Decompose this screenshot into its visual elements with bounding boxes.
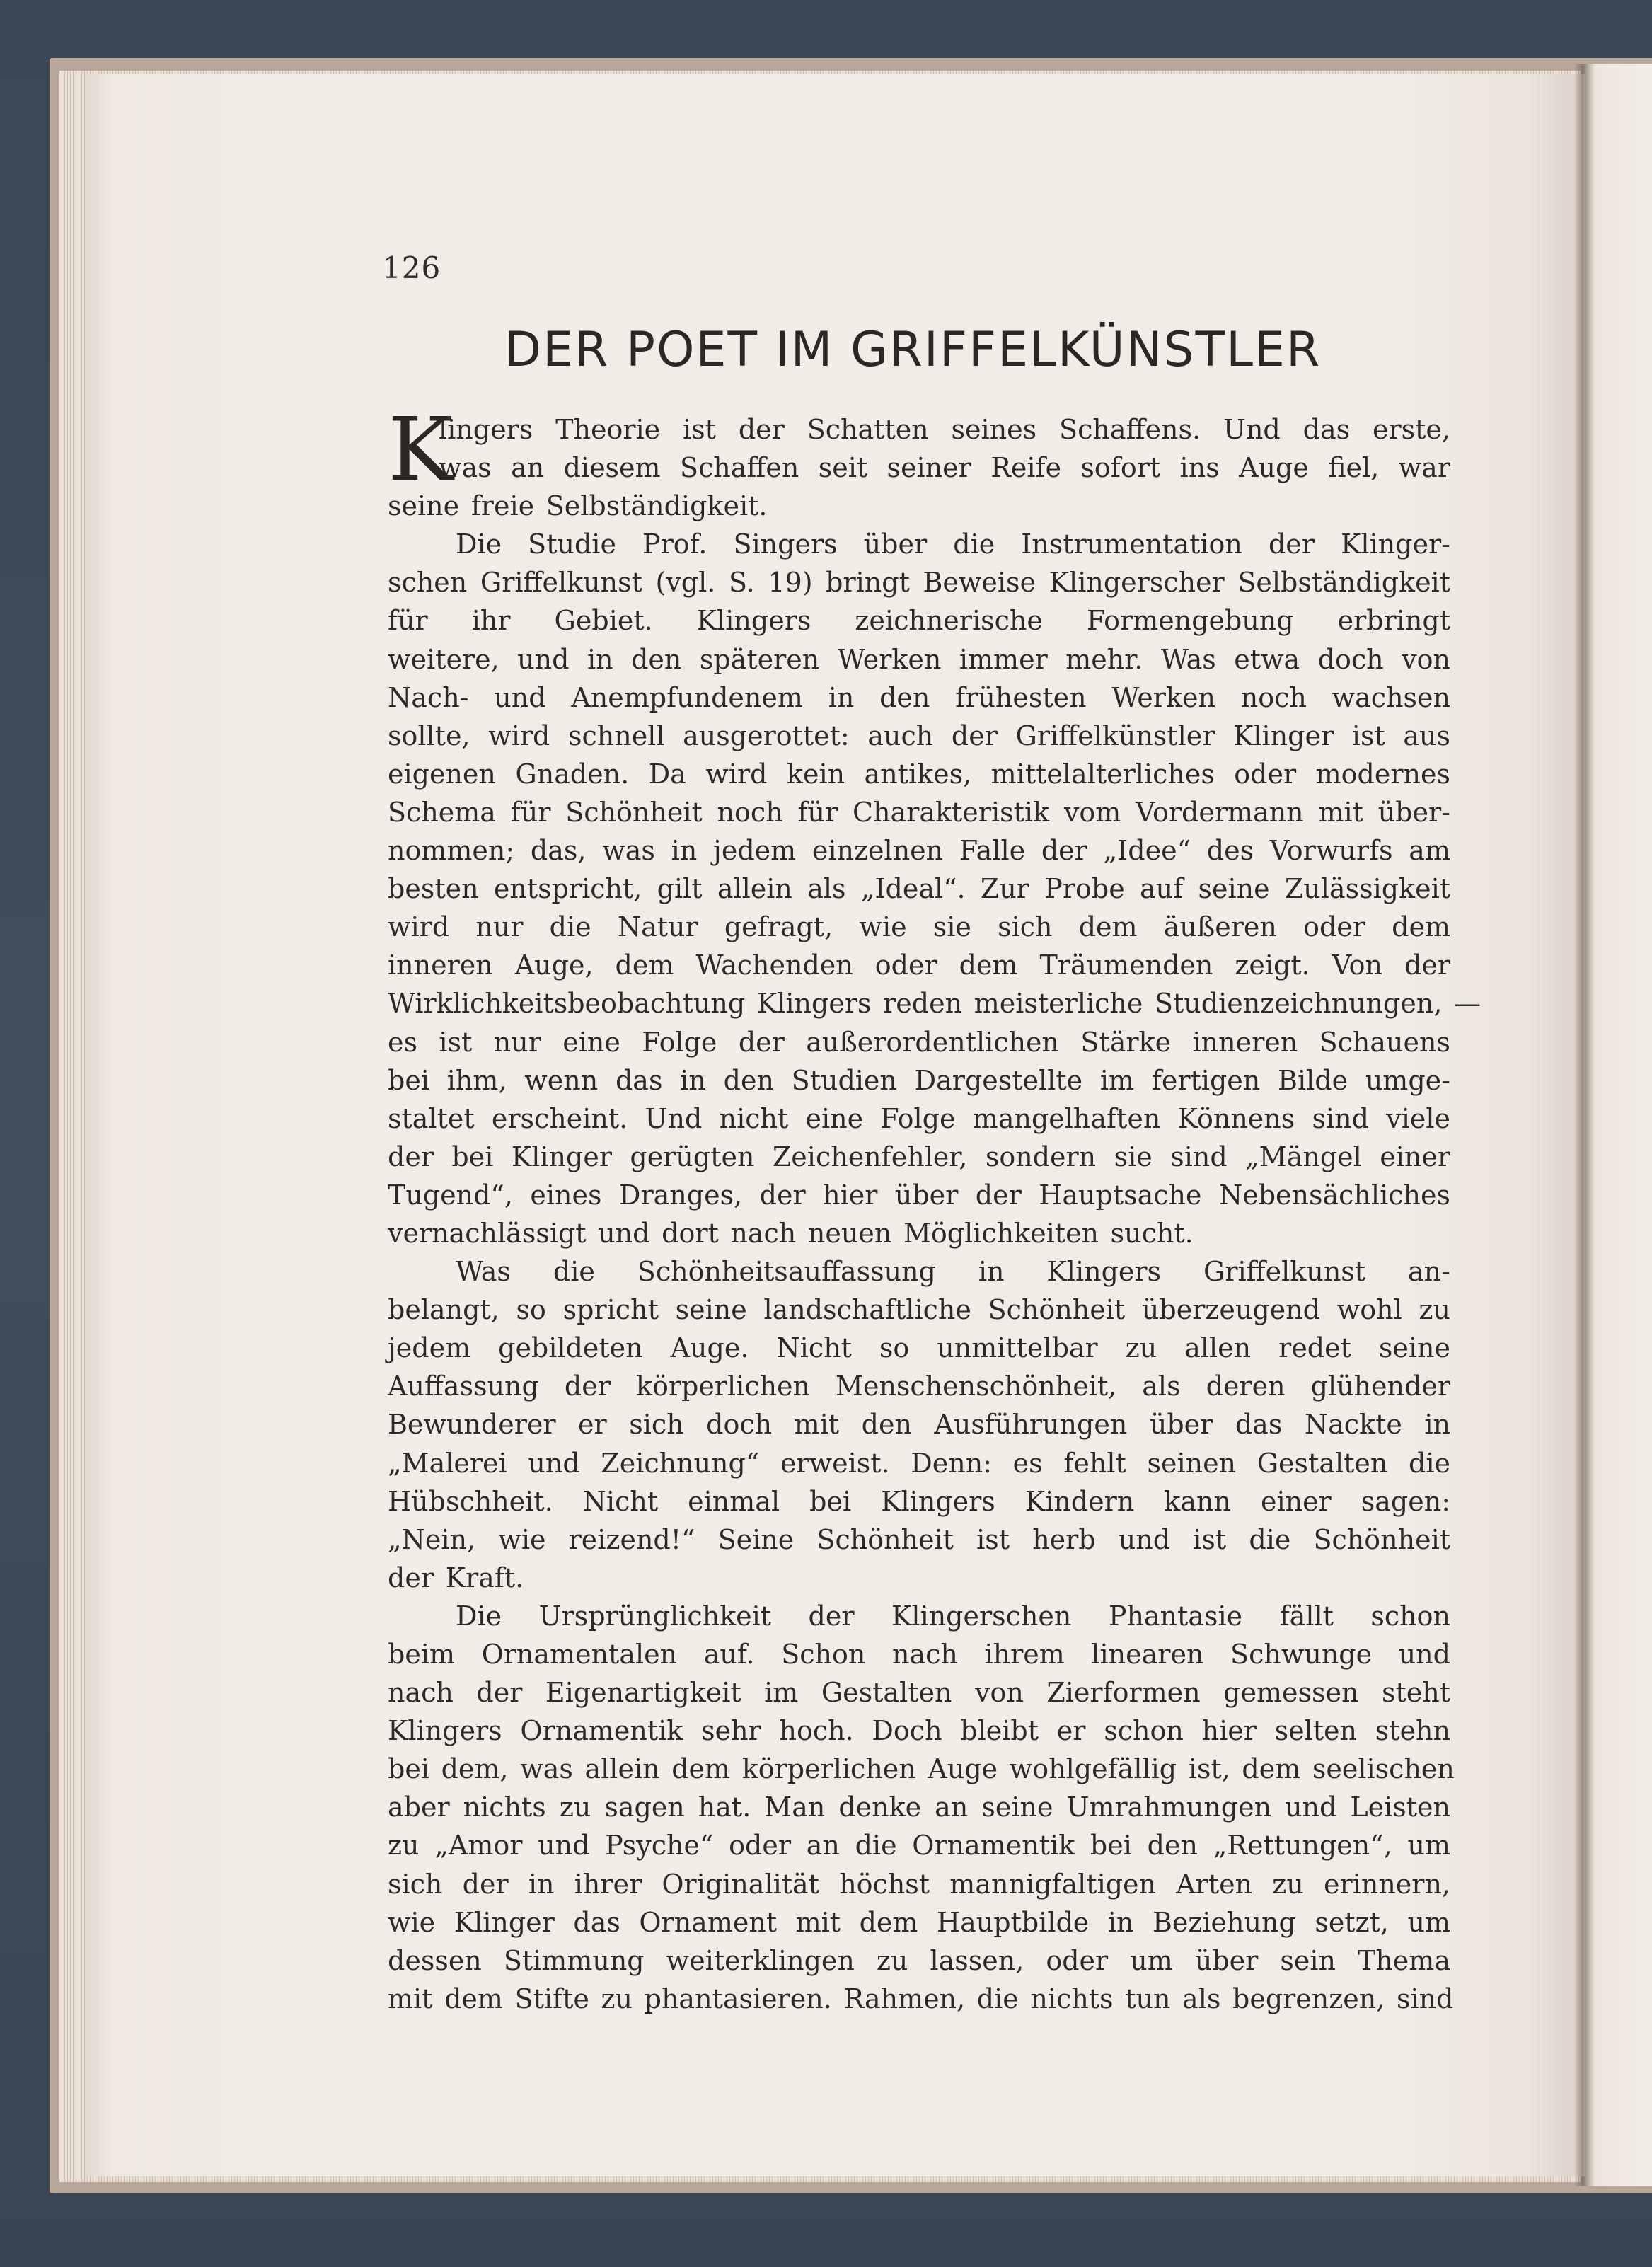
text-line: Nach- und Anempfundenem in den frühesten Werken noch wachsen xyxy=(388,681,1450,713)
text-line: dessen Stimmung weiterklingen zu lassen, oder um über sein Thema xyxy=(388,1944,1450,1976)
text-line: sollte, wird schnell ausgerottet: auch der Griffelkünstler Klinger ist aus xyxy=(388,720,1450,751)
text-line: wie Klinger das Ornament mit dem Hauptbilde in Beziehung setzt, um xyxy=(388,1906,1450,1938)
text-line: Die Studie Prof. Singers über die Instrumentation der Klinger- xyxy=(456,529,1450,560)
text-line: aber nichts zu sagen hat. Man denke an seine Umrahmungen und Leisten xyxy=(388,1792,1450,1823)
text-line: mit dem Stifte zu phantasieren. Rahmen, die nichts tun als begrenzen, sind xyxy=(388,1983,1454,2014)
text-line: Hübschheit. Nicht einmal bei Klingers Kindern kann einer sagen: xyxy=(388,1485,1450,1517)
text-line: Auffassung der körperlichen Menschenschönheit, als deren glühender xyxy=(388,1371,1450,1402)
text-line: „Malerei und Zeichnung“ erweist. Denn: es fehlt seinen Gestalten die xyxy=(388,1447,1450,1479)
page-number: 126 xyxy=(382,250,441,285)
text-line: Wirklichkeitsbeobachtung Klingers reden meisterliche Studienzeichnungen, — xyxy=(388,988,1481,1020)
text-line: belangt, so spricht seine landschaftliche Schönheit überzeugend wohl zu xyxy=(388,1294,1450,1326)
text-line: inneren Auge, dem Wachenden oder dem Träumenden zeigt. Von der xyxy=(388,950,1450,981)
text-line: Schema für Schönheit noch für Charakteristik vom Vordermann mit über- xyxy=(388,796,1450,828)
text-line: beim Ornamentalen auf. Schon nach ihrem linearen Schwunge und xyxy=(388,1639,1450,1670)
text-line: weitere, und in den späteren Werken immer mehr. Was etwa doch von xyxy=(388,643,1450,675)
text-line: vernachlässigt und dort nach neuen Möglichkeiten sucht. xyxy=(388,1217,1194,1249)
text-line: Die Ursprünglichkeit der Klingerschen Phantasie fällt schon xyxy=(456,1600,1450,1632)
text-line: schen Griffelkunst (vgl. S. 19) bringt Beweise Klingerscher Selbständigkeit xyxy=(388,567,1450,599)
body-text xyxy=(388,410,1481,2018)
text-line: zu „Amor und Psyche“ oder an die Ornamentik bei den „Rettungen“, um xyxy=(388,1830,1450,1862)
text-line: sich der in ihrer Originalität höchst mannigfaltigen Arten zu erinnern, xyxy=(388,1868,1450,1900)
text-line: wird nur die Natur gefragt, wie sie sich dem äußeren oder dem xyxy=(388,911,1450,943)
chapter-title: DER POET IM GRIFFELKÜNSTLER xyxy=(504,322,1322,378)
text-line: seine freie Selbständigkeit. xyxy=(388,490,768,522)
text-line: Was die Schönheitsauffassung in Klingers Griffelkunst an- xyxy=(456,1256,1450,1288)
drop-cap: K xyxy=(388,399,454,501)
text-line: bei dem, was allein dem körperlichen Auge wohlgefällig ist, dem seelischen xyxy=(388,1753,1455,1785)
text-line: „Nein, wie reizend!“ Seine Schönheit ist herb und ist die Schönheit xyxy=(388,1523,1450,1555)
text-line: jedem gebildeten Auge. Nicht so unmittelbar zu allen redet seine xyxy=(388,1332,1450,1364)
text-line: Klingers Ornamentik sehr hoch. Doch bleibt er schon hier selten stehn xyxy=(388,1715,1450,1747)
text-line: der bei Klinger gerügten Zeichenfehler, sondern sie sind „Mängel einer xyxy=(388,1141,1450,1172)
text-line: besten entspricht, gilt allein als „Ideal“. Zur Probe auf seine Zulässigkeit xyxy=(388,873,1450,905)
text-line: nommen; das, was in jedem einzelnen Falle der „Idee“ des Vorwurfs am xyxy=(388,835,1450,867)
text-line: Bewunderer er sich doch mit den Ausführungen über das Nackte in xyxy=(388,1409,1450,1441)
text-line: eigenen Gnaden. Da wird kein antikes, mittelalterliches oder modernes xyxy=(388,758,1450,790)
text-line: nach der Eigenartigkeit im Gestalten von Zierformen gemessen steht xyxy=(388,1677,1450,1709)
text-line: staltet erscheint. Und nicht eine Folge mangelhaften Könnens sind viele xyxy=(388,1102,1450,1134)
text-line: bei ihm, wenn das in den Studien Dargestellte im fertigen Bilde umge- xyxy=(388,1064,1450,1096)
text-line: es ist nur eine Folge der außerordentlichen Stärke inneren Schauens xyxy=(388,1026,1450,1058)
text-line: was an diesem Schaffen seit seiner Reife sofort ins Auge fiel, war xyxy=(439,452,1450,484)
text-line: lingers Theorie ist der Schatten seines Schaffens. Und das erste, xyxy=(439,414,1450,445)
text-line: der Kraft. xyxy=(388,1562,524,1593)
text-line: Tugend“, eines Dranges, der hier über der Hauptsache Nebensächliches xyxy=(388,1179,1450,1211)
text-line: für ihr Gebiet. Klingers zeichnerische Formengebung erbringt xyxy=(388,605,1450,637)
facing-page-edge xyxy=(1585,64,1652,2186)
